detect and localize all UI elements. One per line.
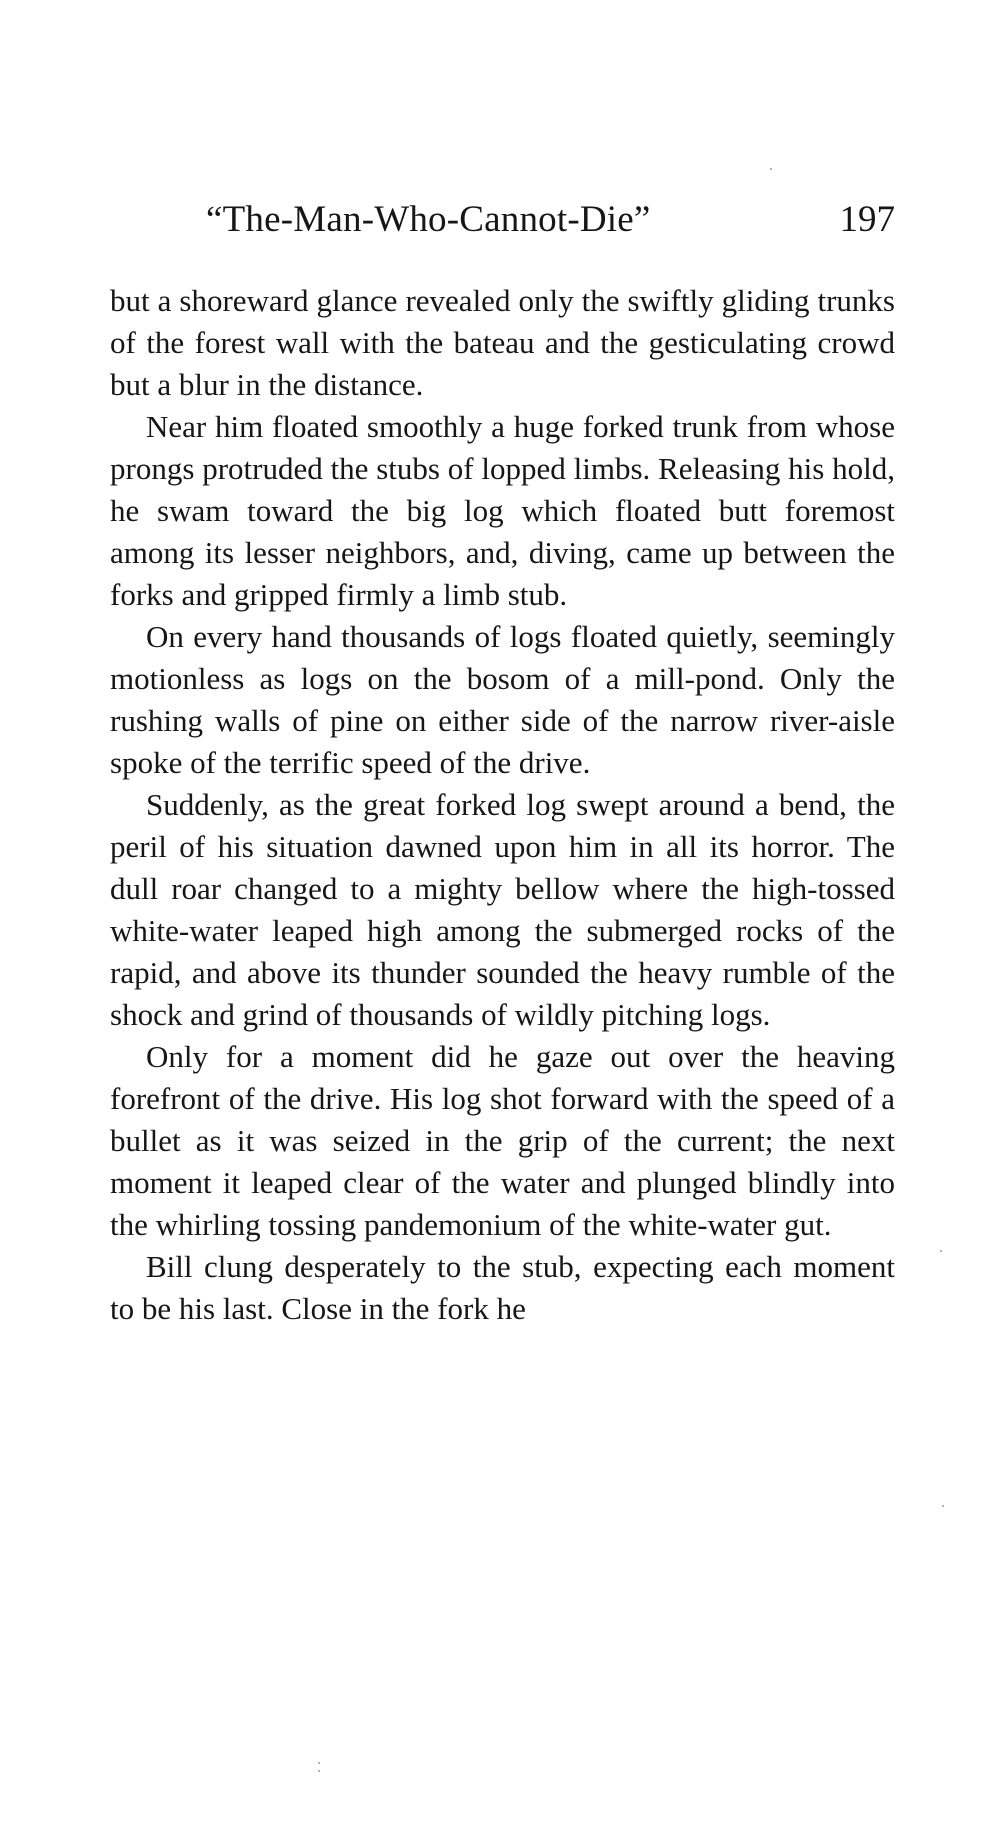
scan-speck (940, 1250, 942, 1252)
scan-speck (318, 1762, 320, 1764)
paragraph: Suddenly, as the great forked log swept around a bend, the peril of his situation dawned upon him in all its horror. The dull roar changed to a mighty bellow where the high-tossed white-water leaped high among the submerged rocks of the rapid, and above its thunder sounded the heavy rumble of the shock and grind of thousands of wildly pitching logs. (110, 787, 895, 1032)
page-number: 197 (839, 199, 895, 240)
scan-speck (318, 1770, 320, 1772)
paragraph: On every hand thousands of logs floated quietly, seemingly motionless as logs on the bosom of a mill-pond. Only the rushing walls of pine on either side of the narrow river-aisle spoke of the terrific speed of the drive. (110, 619, 895, 780)
paragraph: Only for a moment did he gaze out over the heaving forefront of the drive. His log shot forward with the speed of a bullet as it was seized in the grip of the current; the next moment it leaped clear of the water and plunged blindly into the whirling tossing pandemonium of the white-water gut. (110, 1039, 895, 1242)
paragraph: Near him floated smoothly a huge forked trunk from whose prongs protruded the stubs of lopped limbs. Releasing his hold, he swam toward the big log which floated butt foremost among its lesser neighbors, and, diving, came up between the forks and gripped firmly a limb stub. (110, 409, 895, 612)
body-text (110, 280, 895, 1330)
paragraph-continued: but a shoreward glance revealed only the swiftly gliding trunks of the forest wall with the bateau and the gesticulating crowd but a blur in the distance. (110, 283, 895, 402)
scan-speck (942, 1505, 944, 1507)
running-head (110, 195, 895, 245)
paragraph: Bill clung desperately to the stub, expecting each moment to be his last. Close in the fork he (110, 1249, 895, 1326)
scan-speck (770, 168, 772, 170)
running-title: “The-Man-Who-Cannot-Die” (206, 199, 651, 240)
